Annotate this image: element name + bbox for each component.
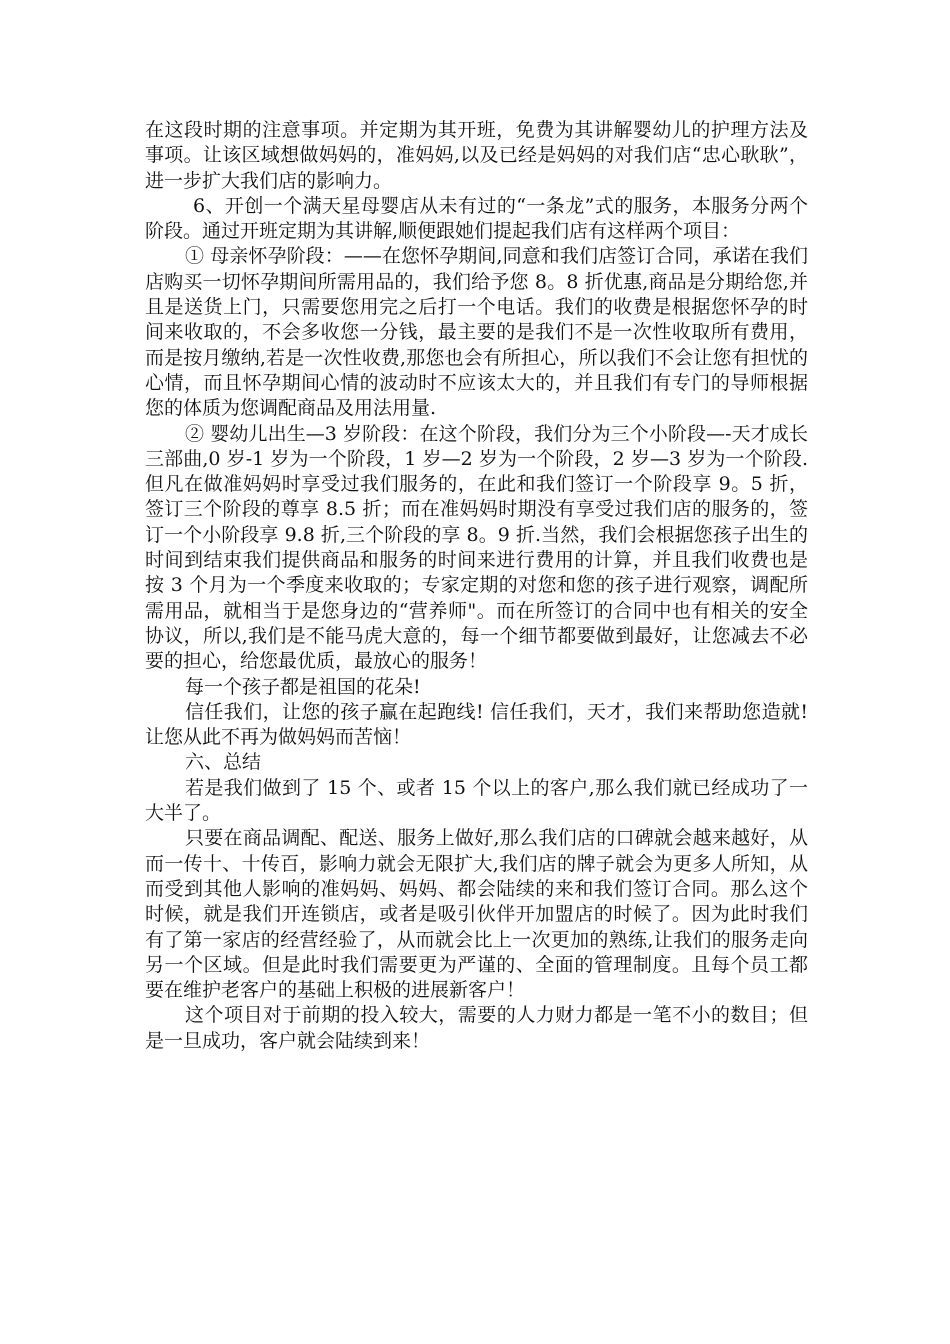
paragraph-summary-investment: 这个项目对于前期的投入较大，需要的人力财力都是一笔不小的数目；但是一旦成功，客户就会陆续到来！ xyxy=(145,1004,808,1052)
section-heading-summary: 六、总结 xyxy=(185,751,262,774)
paragraph-summary-customers: 若是我们做到了 15 个、或者 15 个以上的客户,那么我们就已经成功了一大半了。 xyxy=(145,776,808,825)
paragraph-slogan-trust: 信任我们，让您的孩子赢在起跑线! 信任我们，天才，我们来帮助您造就! 让您从此不再为做妈妈而苦恼！ xyxy=(145,700,808,749)
paragraph-item-6: 6、开创一个满天星母婴店从未有过的“一条龙”式的服务，本服务分两个阶段。通过开班定期为其讲解,顺便跟她们提起我们店有这样两个项目： xyxy=(145,194,808,243)
paragraph-continuation: 在这段时期的注意事项。并定期为其开班，免费为其讲解婴幼儿的护理方法及事项。让该区域想做妈妈的，准妈妈,以及已经是妈妈的对我们店“忠心耿耿”，进一步扩大我们店的影响力。 xyxy=(145,119,808,192)
paragraph-slogan-flowers: 每一个孩子都是祖国的花朵! xyxy=(185,675,421,698)
paragraph-stage-pregnancy: ① 母亲怀孕阶段：——在您怀孕期间,同意和我们店签订合同，承诺在我们店购买一切怀孕期间所需用品的，我们给予您 8。8 折优惠,商品是分期给您,并且是送货上门，只需要您用完之后打一个电话。我们的收费是根据您怀孕的时间来收取的，不会多收您一分钱，最主要的是我们不是一次性收取所有费用，而是按月缴纳,若是一次性收费,那您也会有所担心，所以我们不会让您有担忧的心情，而且怀孕期间心情的波动时不应该太大的，并且我们有专门的导师根据您的体质为您调配商品及用法用量. xyxy=(145,245,808,420)
document-body xyxy=(145,118,808,1054)
paragraph-summary-expansion: 只要在商品调配、配送、服务上做好,那么我们店的口碑就会越来越好，从而一传十、十传百，影响力就会无限扩大,我们店的牌子就会为更多人所知，从而受到其他人影响的准妈妈、妈妈、都会陆续的来和我们签订合同。那么这个时候，就是我们开连锁店，或者是吸引伙伴开加盟店的时候了。因为此时我们有了第一家店的经营经验了，从而就会比上一次更加的熟练,让我们的服务走向另一个区域。但是此时我们需要更为严谨的、全面的管理制度。且每个员工都要在维护老客户的基础上积极的进展新客户！ xyxy=(145,827,808,1002)
paragraph-stage-infant: ② 婴幼儿出生—3 岁阶段：在这个阶段，我们分为三个小阶段—-天才成长三部曲,0 岁-1 岁为一个阶段，1 岁—2 岁为一个阶段，2 岁—3 岁为一个阶段.但凡在做准妈妈时享受过我们服务的，在此和我们签订一个阶段享 9。5 折，签订三个阶段的尊享 8.5 折；而在准妈妈时期没有享受过我们店的服务的，签订一个小阶段享 9.8 折,三个阶段的享 8。9 折.当然，我们会根据您孩子出生的时间到结束我们提供商品和服务的时间来进行费用的计算，并且我们收费也是按 3 个月为一个季度来收取的；专家定期的对您和您的孩子进行观察，调配所需用品，就相当于是您身边的“营养师"。而在所签订的合同中也有相关的安全协议，所以,我们是不能马虎大意的，每一个细节都要做到最好，让您减去不必要的担心，给您最优质，最放心的服务！ xyxy=(145,422,808,673)
